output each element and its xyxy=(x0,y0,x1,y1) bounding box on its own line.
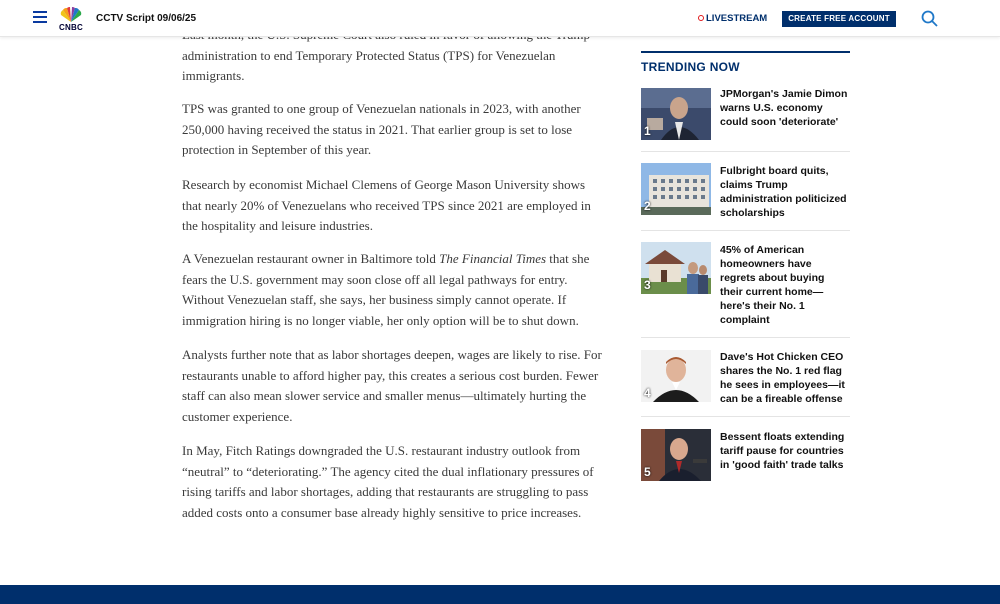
paragraph-text: that she fears the U.S. government may soon close off all legal pathways for entry. Without Venezuelan staff, she says, her business simply cannot operate. If immigration hiring is no longer viable, her only option will be to shut down. xyxy=(182,251,590,329)
article-paragraph: TPS was granted to one group of Venezuelan nationals in 2023, with another 250,000 having received the status in 2021. That earlier group is set to lose protection in September of this year. xyxy=(182,101,581,158)
hamburger-menu-icon[interactable] xyxy=(33,11,47,23)
trending-item[interactable] xyxy=(641,242,850,326)
search-icon[interactable] xyxy=(921,10,938,27)
trending-rank: 3 xyxy=(644,278,651,292)
divider xyxy=(641,337,850,338)
trending-headline[interactable]: Dave's Hot Chicken CEO shares the No. 1 red flag he sees in employees—it can be a fireable offense xyxy=(720,351,845,405)
article-paragraph: In May, Fitch Ratings downgraded the U.S. restaurant industry outlook from “neutral” to “deteriorating.” The agency cited the dual inflationary pressures of rising tariffs and labor shortages, adding that restaurants are struggling to pass added costs onto a consumer base already highly sensitive to price increases. xyxy=(182,443,594,521)
article-paragraph: Analysts further note that as labor shortages deepen, wages are likely to rise. For restaurants unable to afford higher pay, this creates a serious cost burden. Fewer staff can also mean slower service and smaller menus—ultimately hurting the customer experience. xyxy=(182,347,602,425)
trending-item[interactable] xyxy=(641,350,850,404)
trending-thumbnail xyxy=(641,429,711,481)
create-account-button[interactable]: CREATE FREE ACCOUNT xyxy=(782,11,896,27)
trending-rule xyxy=(641,51,850,53)
trending-headline[interactable]: JPMorgan's Jamie Dimon warns U.S. economy could soon 'deteriorate' xyxy=(720,88,848,128)
paragraph-text: A Venezuelan restaurant owner in Baltimore told xyxy=(182,251,440,266)
article-paragraph: administration to end Temporary Protected Status (TPS) for Venezuelan immigrants. xyxy=(182,47,556,84)
trending-headline[interactable]: Fulbright board quits, claims Trump administration politicized scholarships xyxy=(720,165,847,219)
livestream-label: LIVESTREAM xyxy=(706,13,768,24)
trending-item[interactable] xyxy=(641,163,850,217)
article-paragraph: Research by economist Michael Clemens of George Mason University shows that nearly 20% of Venezuelans who received TPS since 2021 are employed in the hospitality and leisure industries. xyxy=(182,177,591,234)
peacock-icon xyxy=(57,6,85,24)
trending-thumbnail xyxy=(641,350,711,402)
divider xyxy=(641,416,850,417)
divider xyxy=(641,230,850,231)
live-dot-icon xyxy=(698,15,704,21)
divider xyxy=(641,151,850,152)
footer-bar xyxy=(0,585,1000,604)
page-label: CCTV Script 09/06/25 xyxy=(96,13,197,24)
source-name: The Financial Times xyxy=(439,251,547,266)
trending-title: TRENDING NOW xyxy=(641,60,740,74)
trending-rank: 2 xyxy=(644,199,651,213)
site-header xyxy=(0,0,1000,37)
trending-rank: 1 xyxy=(644,124,651,138)
trending-headline[interactable]: Bessent floats extending tariff pause for countries in 'good faith' trade talks xyxy=(720,431,845,471)
brand-wordmark: CNBC xyxy=(59,23,83,32)
cnbc-logo[interactable] xyxy=(57,6,85,32)
article-paragraph xyxy=(182,249,607,332)
trending-thumbnail xyxy=(641,242,711,294)
livestream-link[interactable] xyxy=(698,13,767,24)
trending-headline[interactable]: 45% of American homeowners have regrets about buying their current home—here's their No. 1 complaint xyxy=(720,244,825,326)
trending-thumbnail xyxy=(641,163,711,215)
trending-item[interactable] xyxy=(641,429,850,483)
trending-rank: 5 xyxy=(644,465,651,479)
trending-item[interactable] xyxy=(641,88,850,142)
trending-rank: 4 xyxy=(644,386,651,400)
trending-thumbnail xyxy=(641,88,711,140)
